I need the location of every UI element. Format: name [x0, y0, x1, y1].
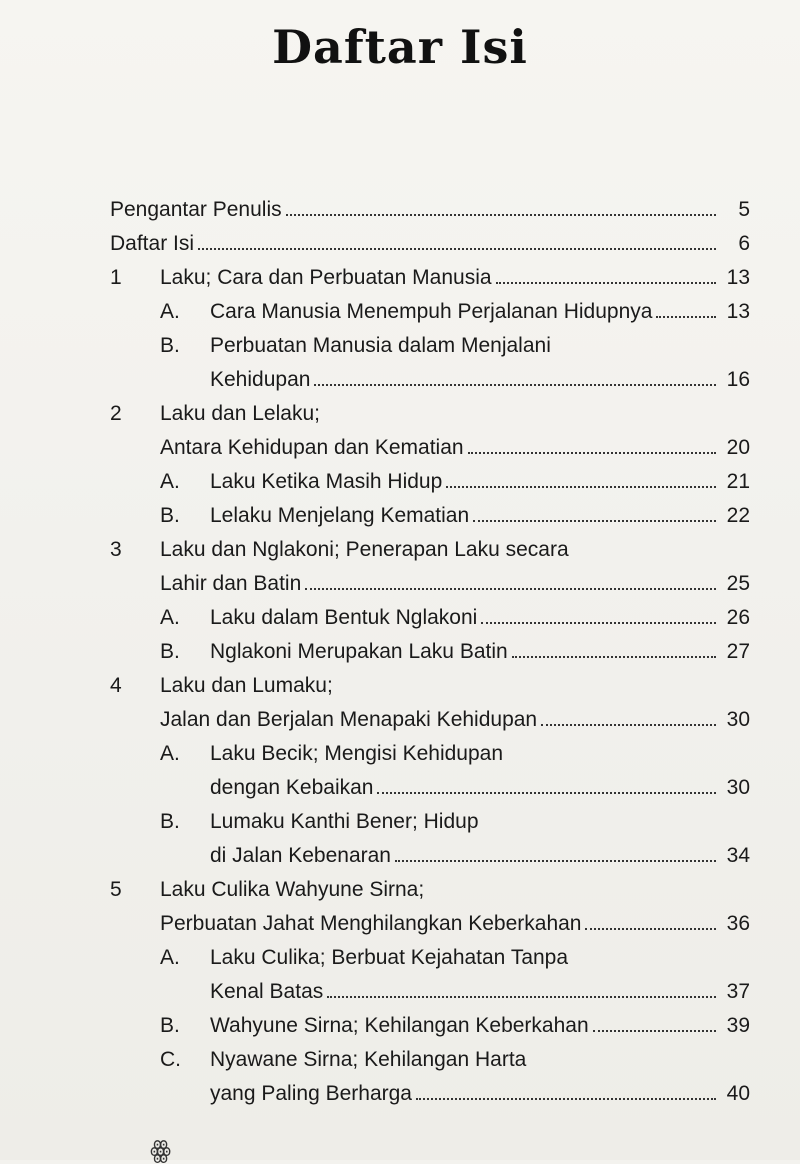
- entry-title: yang Paling Berharga: [210, 1082, 412, 1105]
- dot-leader: [377, 792, 716, 794]
- page-number: 25: [726, 572, 750, 595]
- dot-leader: [473, 520, 716, 522]
- toc-row: [110, 975, 750, 1009]
- toc-row: [110, 941, 750, 975]
- toc-row: [110, 601, 750, 635]
- toc-row: [110, 839, 750, 873]
- entry-title: Kehidupan: [210, 368, 311, 391]
- entry-title: Kenal Batas: [210, 980, 324, 1003]
- entry-title: Nyawane Sirna; Kehilangan Harta: [210, 1048, 527, 1071]
- page-number: 26: [726, 606, 750, 629]
- dot-leader: [496, 282, 716, 284]
- toc-row: [110, 669, 750, 703]
- dot-leader: [198, 248, 716, 250]
- section-letter: B.: [160, 504, 180, 527]
- entry-title: Perbuatan Manusia dalam Menjalani: [210, 334, 551, 357]
- entry-title: Nglakoni Merupakan Laku Batin: [210, 640, 508, 663]
- toc-row: [110, 1043, 750, 1077]
- toc-row: [110, 397, 750, 431]
- entry-title: Laku dan Lelaku;: [160, 402, 320, 425]
- entry-title: di Jalan Kebenaran: [210, 844, 391, 867]
- page-number: 5: [738, 198, 750, 221]
- entry-title: Laku Culika Wahyune Sirna;: [160, 878, 425, 901]
- entry-title: Laku Culika; Berbuat Kejahatan Tanpa: [210, 946, 569, 969]
- dot-leader: [416, 1098, 716, 1100]
- page-number: 30: [726, 776, 750, 799]
- dot-leader: [593, 1030, 716, 1032]
- toc-row: [110, 227, 750, 261]
- page-number: 34: [726, 844, 750, 867]
- page-title: Daftar Isi: [272, 20, 528, 74]
- page-number: 36: [726, 912, 750, 935]
- page-number: 30: [726, 708, 750, 731]
- entry-title: Antara Kehidupan dan Kematian: [160, 436, 464, 459]
- toc-row: [110, 771, 750, 805]
- section-letter: B.: [160, 334, 180, 357]
- dot-leader: [305, 588, 716, 590]
- dot-leader: [541, 724, 716, 726]
- dot-leader: [446, 486, 716, 488]
- entry-title: Lumaku Kanthi Bener; Hidup: [210, 810, 479, 833]
- chapter-number: 5: [110, 878, 122, 901]
- toc-row: [110, 873, 750, 907]
- entry-title: Daftar Isi: [110, 232, 195, 255]
- page-number: 39: [726, 1014, 750, 1037]
- entry-title: Lelaku Menjelang Kematian: [210, 504, 470, 527]
- entry-title: Laku Becik; Mengisi Kehidupan: [210, 742, 504, 765]
- page-number: 27: [726, 640, 750, 663]
- chapter-number: 2: [110, 402, 122, 425]
- chapter-number: 1: [110, 266, 122, 289]
- dot-leader: [395, 860, 716, 862]
- section-letter: B.: [160, 1014, 180, 1037]
- toc-row: [110, 533, 750, 567]
- toc-row: [110, 567, 750, 601]
- toc-row: [110, 363, 750, 397]
- section-letter: B.: [160, 810, 180, 833]
- entry-title: Wahyune Sirna; Kehilangan Keberkahan: [210, 1014, 589, 1037]
- page-number: 40: [726, 1082, 750, 1105]
- entry-title: Perbuatan Jahat Menghilangkan Keberkahan: [160, 912, 582, 935]
- toc-row: [110, 261, 750, 295]
- entry-title: Cara Manusia Menempuh Perjalanan Hidupnya: [210, 300, 653, 323]
- dot-leader: [512, 656, 716, 658]
- page-number: 22: [726, 504, 750, 527]
- page-number: 6: [738, 232, 750, 255]
- entry-title: Pengantar Penulis: [110, 198, 282, 221]
- toc-row: [110, 635, 750, 669]
- dot-leader: [656, 316, 716, 318]
- entry-title: Laku Ketika Masih Hidup: [210, 470, 443, 493]
- dot-leader: [468, 452, 716, 454]
- entry-title: Lahir dan Batin: [160, 572, 302, 595]
- toc-row: [110, 295, 750, 329]
- entry-title: Laku dan Nglakoni; Penerapan Laku secara: [160, 538, 569, 561]
- chapter-number: 3: [110, 538, 122, 561]
- page-number: 16: [726, 368, 750, 391]
- entry-title: Laku; Cara dan Perbuatan Manusia: [160, 266, 492, 289]
- toc-row: [110, 703, 750, 737]
- toc-row: [110, 1009, 750, 1043]
- toc-row: [110, 193, 750, 227]
- section-letter: B.: [160, 640, 180, 663]
- page-number: 13: [726, 266, 750, 289]
- dot-leader: [481, 622, 716, 624]
- decorative-ornament: ꙮ: [150, 1136, 172, 1164]
- dot-leader: [327, 996, 716, 998]
- table-of-contents: [110, 193, 750, 1111]
- page-number: 37: [726, 980, 750, 1003]
- toc-row: [110, 805, 750, 839]
- toc-row: [110, 1077, 750, 1111]
- page-number: 20: [726, 436, 750, 459]
- page-number: 13: [726, 300, 750, 323]
- toc-row: [110, 465, 750, 499]
- toc-row: [110, 907, 750, 941]
- section-letter: C.: [160, 1048, 181, 1071]
- toc-row: [110, 329, 750, 363]
- entry-title: Laku dan Lumaku;: [160, 674, 333, 697]
- entry-title: Laku dalam Bentuk Nglakoni: [210, 606, 478, 629]
- entry-title: dengan Kebaikan: [210, 776, 374, 799]
- section-letter: A.: [160, 300, 180, 323]
- toc-row: [110, 431, 750, 465]
- toc-row: [110, 737, 750, 771]
- dot-leader: [314, 384, 716, 386]
- section-letter: A.: [160, 946, 180, 969]
- entry-title: Jalan dan Berjalan Menapaki Kehidupan: [160, 708, 538, 731]
- section-letter: A.: [160, 606, 180, 629]
- dot-leader: [286, 214, 716, 216]
- chapter-number: 4: [110, 674, 122, 697]
- section-letter: A.: [160, 742, 180, 765]
- section-letter: A.: [160, 470, 180, 493]
- toc-row: [110, 499, 750, 533]
- dot-leader: [585, 928, 716, 930]
- page-number: 21: [726, 470, 750, 493]
